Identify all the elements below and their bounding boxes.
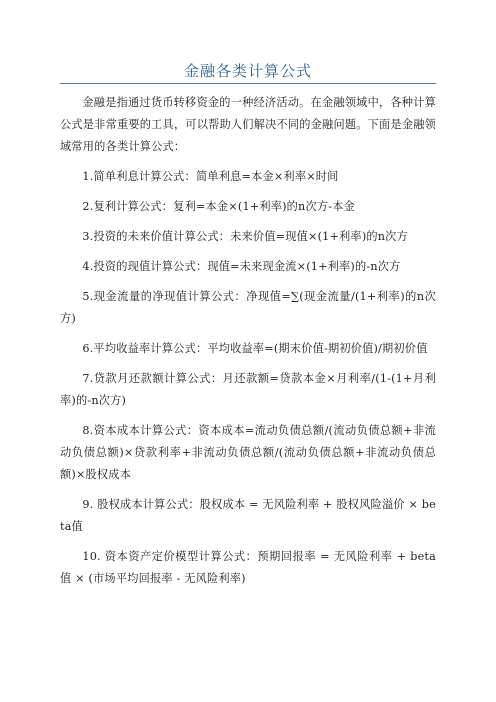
formula-item-4: 4.投资的现值计算公式：现值=未来现金流×(1+利率)的-n次方 — [82, 260, 401, 273]
intro-paragraph: 金融是指通过货币转移资金的一种经济活动。在金融领域中，各种计算公式是非常重要的工具，可以帮助人们解决不同的金融问题。下面是金融领域常用的各类计算公式： — [60, 96, 436, 153]
formula-item-9: 9. 股权成本计算公式：股权成本 = 无风险利率 + 股权风险溢价 × beta值 — [60, 498, 436, 533]
formula-item-7: 7.贷款月还款额计算公式：月还款额=贷款本金×月利率/(1-(1+月利率)的-n次方) — [60, 372, 436, 407]
formula-item-6: 6.平均收益率计算公式：平均收益率=(期末价值-期初价值)/期初价值 — [82, 342, 428, 355]
document-title: 金融各类计算公式 — [183, 62, 312, 80]
document-body — [60, 92, 436, 598]
formula-item-2: 2.复利计算公式：复利=本金×(1+利率)的n次方-本金 — [82, 200, 355, 213]
formula-item-10: 10. 资本资产定价模型计算公式：预期回报率 = 无风险利率 + beta值 × (市场平均回报率 - 无风险利率) — [60, 550, 436, 585]
formula-item-3: 3.投资的未来价值计算公式：未来价值=现值×(1+利率)的n次方 — [82, 230, 408, 243]
formula-item-5: 5.现金流量的净现值计算公式：净现值=∑(现金流量/(1+利率)的n次方) — [60, 290, 436, 325]
title-divider — [60, 83, 436, 84]
formula-item-8: 8.资本成本计算公式：资本成本=流动负债总额/(流动负债总额+非流动负债总额)×贷款利率+非流动负债总额/(流动负债总额+非流动负债总额)×股权成本 — [60, 424, 436, 481]
formula-item-1: 1.简单利息计算公式：简单利息=本金×利率×时间 — [82, 170, 339, 183]
